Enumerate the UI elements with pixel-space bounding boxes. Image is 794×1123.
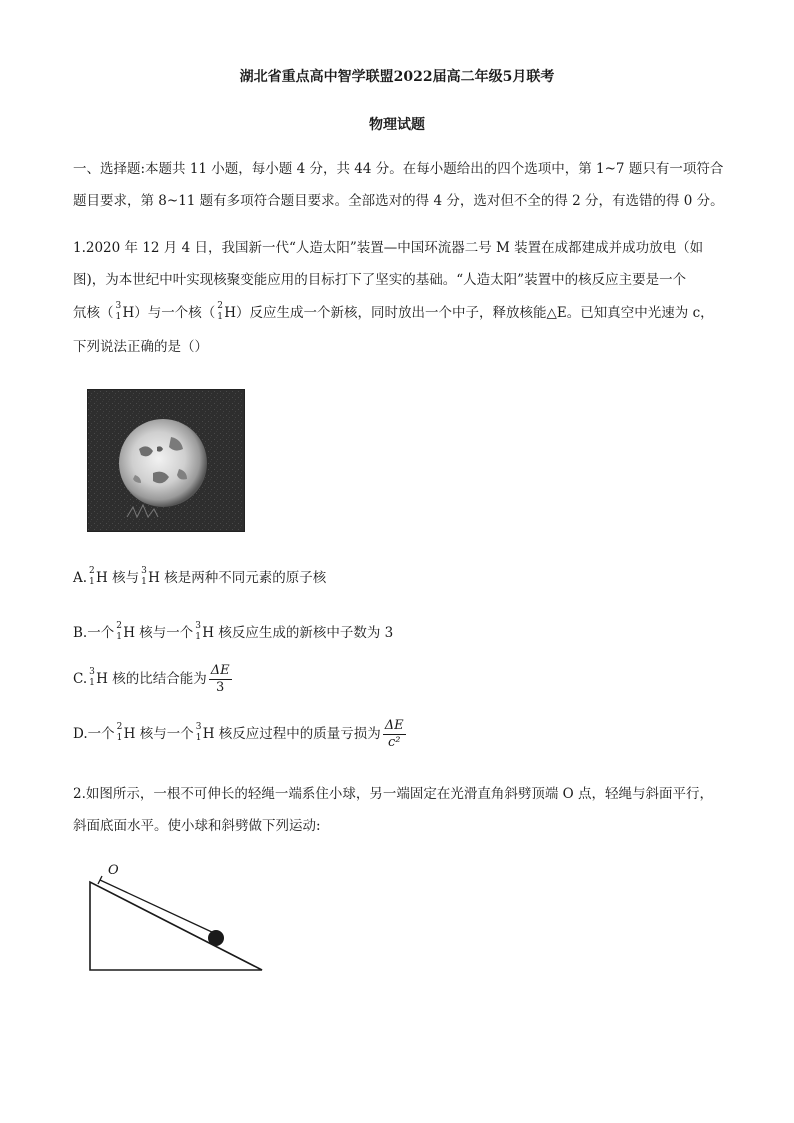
q1-line4: 下列说法正确的是（） (73, 339, 208, 355)
point-o-label: O (108, 863, 119, 878)
option-b: B.一个 2 1 H 核与一个 3 1 H 核反应生成的新核中子数为 3 (73, 621, 394, 642)
option-a: A. 2 1 H 核与 3 1 H 核是两种不同元素的原子核 (73, 566, 327, 587)
fraction-mass-defect: $\frac{\Delta E}{\text{c²}}$ (384, 718, 404, 750)
option-c: C. 3 1 H 核的比结合能为 $\frac{\Delta E}{3}$ (73, 663, 230, 695)
section-instructions-line1: 一、选择题:本题共 11 小题，每小题 4 分，共 44 分。在每小题给出的四个选项中，第 1~7 题只有一项符合 (73, 161, 724, 177)
nuclide-deuterium: 2 1 (116, 621, 122, 642)
exam-title: 湖北省重点高中智学联盟2022届高二年级5月联考 (239, 69, 555, 85)
q1-line3: 氘核（ 3 1 H）与一个核（ 2 1 H）反应生成一个新核，同时放出一个中子，释放核能△E。已知真空中光速为 c， (73, 301, 714, 322)
nuclide-deuterium: 2 1 (116, 722, 123, 743)
section-instructions-line2: 题目要求，第 8~11 题有多项符合题目要求。全部选对的得 4 分，选对但不全的得 2 分，有选错的得 0 分。 (73, 193, 724, 209)
option-d: D.一个 2 1 H 核与一个 3 1 H 核反应过程中的质量亏损为 $\frac{\Delta E}{\text{c²}}$ (73, 718, 404, 750)
subject-title: 物理试题 (369, 117, 425, 133)
q2-line1: 2.如图所示，一根不可伸长的轻绳一端系住小球，另一端固定在光滑直角斜劈顶端 O 点，轻绳与斜面平行， (73, 786, 714, 802)
small-ball (208, 930, 224, 946)
q1-line1: 1.2020 年 12 月 4 日，我国新一代“人造太阳”装置—中国环流器二号 M 装置在成都建成并成功放电（如 (73, 240, 704, 256)
q1-line2: 图)，为本世纪中叶实现核聚变能应用的目标打下了坚实的基础。“人造太阳”装置中的核反应主要是一个 (73, 272, 687, 288)
right-angle-wedge (90, 882, 262, 970)
nuclide-tritium: 3 1 (195, 722, 202, 743)
fraction-binding-energy: $\frac{\Delta E}{3}$ (210, 663, 230, 695)
nuclide-tritium: 3 1 (89, 667, 95, 688)
nuclide-deuterium: 2 1 (217, 301, 224, 322)
light-rope (100, 880, 214, 933)
q2-line2: 斜面底面水平。使小球和斜劈做下列运动: (73, 818, 321, 834)
artificial-sun-photo (87, 389, 245, 532)
nuclide-tritium: 3 1 (195, 621, 202, 642)
nuclide-tritium: 3 1 (141, 566, 147, 587)
nuclide-tritium: 3 1 (115, 301, 122, 322)
nuclide-deuterium: 2 1 (89, 566, 95, 587)
incline-diagram (80, 860, 280, 980)
